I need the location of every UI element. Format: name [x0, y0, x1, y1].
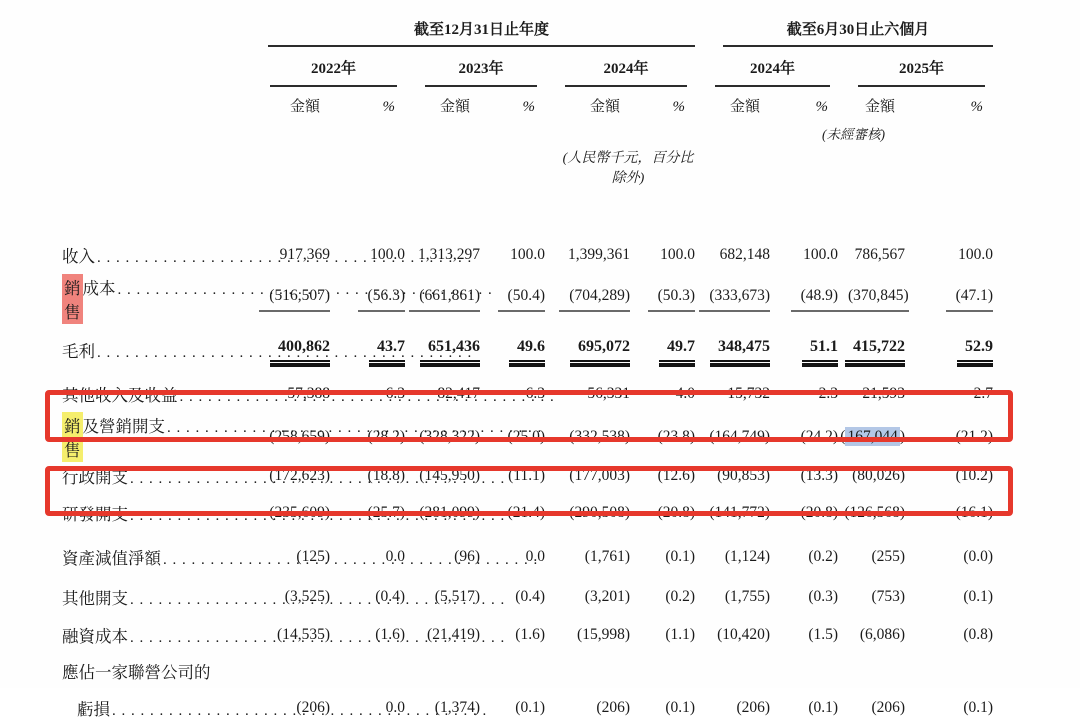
row-label: [62, 654, 250, 688]
cell-value: 6.3: [385, 385, 405, 402]
interim-period-title: 截至6月30日止六個月: [723, 18, 993, 47]
amount-cell: [545, 536, 630, 578]
row-label-text: 資產減值淨額: [62, 549, 161, 568]
row-label-text: 融資成本: [62, 627, 128, 646]
cell-value: (21,419): [427, 626, 480, 643]
amount-cell: [545, 688, 630, 728]
cell-value: ( 167,044 ): [840, 428, 906, 445]
cell-value: (96): [454, 548, 480, 565]
row-label-text: 及營銷開支: [82, 417, 165, 436]
cell-value: 1,399,361: [568, 246, 630, 263]
cell-value: (16.1): [955, 504, 994, 521]
cell-value: 917,369: [279, 246, 330, 263]
table-row: [62, 412, 993, 462]
row-label-text: 成本: [82, 279, 116, 298]
percent-cell: [630, 274, 695, 324]
cell-value: (47.1): [946, 287, 993, 312]
percent-cell: [770, 654, 838, 688]
year-header-2023: 2023年: [405, 47, 545, 87]
row-label-text: 收入: [62, 247, 95, 266]
cell-value: (50.4): [498, 287, 545, 312]
percent-cell: [630, 376, 695, 412]
amount-cell: [838, 536, 905, 578]
cell-value: 52.9: [957, 338, 993, 362]
cell-value: (12.6): [657, 467, 696, 484]
cell-value: 57,388: [287, 385, 330, 402]
percent-cell: [905, 274, 993, 324]
cell-value: (1.1): [665, 626, 696, 643]
cell-value: 415,722: [845, 338, 905, 362]
cell-value: (25.0): [507, 428, 545, 445]
cell-value: 682,148: [719, 246, 771, 263]
row-label: [62, 324, 250, 376]
percent-cell: [480, 236, 545, 274]
cell-value: (11.1): [508, 467, 545, 484]
amount-cell: [250, 654, 330, 688]
percent-cell: [770, 536, 838, 578]
year-header-row: [62, 47, 993, 87]
percent-cell: [905, 412, 993, 462]
cell-value: (0.2): [665, 588, 696, 605]
row-label-text: 行政開支: [62, 468, 128, 487]
percent-cell: [630, 462, 695, 490]
amount-cell: [545, 274, 630, 324]
year-header-2022: 2022年: [250, 47, 405, 87]
cell-value: 695,072: [570, 338, 630, 362]
cell-value: 21,593: [862, 385, 906, 402]
row-label-text: 毛利: [62, 342, 95, 361]
cell-value: (328,322): [419, 428, 480, 445]
cell-value: (0.1): [963, 588, 994, 605]
cell-value: (333,673): [699, 287, 770, 312]
amount-cell: [545, 490, 630, 536]
cell-value: (18.8): [367, 467, 405, 484]
percent-cell: [330, 654, 405, 688]
cell-value: (206): [296, 699, 330, 716]
dot-leader: [163, 549, 538, 569]
percent-cell: [630, 654, 695, 688]
label-highlight-yellow: 銷售: [62, 412, 83, 462]
cell-value: (172,623): [269, 467, 330, 484]
cell-value: (332,538): [569, 428, 630, 445]
amount-cell: [838, 274, 909, 324]
annual-period-header: [250, 16, 695, 47]
cell-value: 100.0: [803, 246, 839, 263]
amount-cell: [695, 324, 770, 376]
cell-value: (753): [871, 588, 906, 605]
cell-value: 1,313,297: [418, 246, 480, 263]
cell-value: (0.1): [515, 699, 545, 716]
table-row: [62, 462, 993, 490]
amount-header: 金額: [439, 99, 470, 115]
amount-cell: [838, 688, 905, 728]
cell-value: (0.3): [808, 588, 839, 605]
unit-note: (人民幣千元，百分比除外): [562, 151, 694, 186]
amount-cell: [838, 578, 905, 616]
row-label: [62, 536, 250, 578]
amount-cell: [695, 578, 770, 616]
row-label: [62, 412, 250, 462]
cell-value: 15,732: [727, 385, 771, 402]
interim-period-header: [695, 16, 993, 47]
year-header-2024: 2024年: [545, 47, 695, 87]
table-row: [62, 616, 993, 654]
year-header-2025-interim: 2025年: [838, 47, 993, 87]
amount-cell: [545, 578, 630, 616]
amount-cell: [695, 462, 770, 490]
cell-value: (0.0): [963, 548, 994, 565]
table-body: [62, 236, 993, 728]
table-row: [62, 654, 993, 688]
table-row: [62, 688, 993, 728]
table-row: [62, 236, 993, 274]
cell-value: 49.7: [659, 338, 695, 362]
percent-cell: [905, 536, 993, 578]
cell-value: (21.4): [507, 504, 545, 521]
amount-header: 金額: [589, 99, 620, 115]
table-row: [62, 376, 993, 412]
cell-value: (90,853): [717, 467, 771, 484]
amount-cell: [838, 236, 905, 274]
cell-value: 6.3: [525, 385, 545, 402]
cell-value: 348,475: [710, 338, 770, 362]
table-row: [62, 274, 993, 324]
cell-value: 100.0: [510, 246, 545, 263]
percent-cell: [905, 462, 993, 490]
cell-value: 786,567: [854, 246, 906, 263]
cell-value: (10,420): [717, 626, 771, 643]
row-label: [62, 236, 250, 274]
percent-cell: [770, 616, 838, 654]
amount-cell: [838, 376, 905, 412]
percent-cell: [770, 324, 838, 376]
amount-cell: [405, 654, 480, 688]
percent-cell: [905, 324, 993, 376]
percent-cell: [480, 324, 545, 376]
period-group-row: [62, 16, 993, 47]
cell-value: (10.2): [955, 467, 994, 484]
percent-cell: [770, 236, 838, 274]
cell-value: 100.0: [370, 246, 405, 263]
cell-value: (206): [736, 699, 771, 716]
cell-value: (0.2): [808, 548, 839, 565]
cell-value: (145,950): [419, 467, 480, 484]
percent-cell: [630, 688, 695, 728]
cell-value: (206): [596, 699, 630, 716]
unaudited-note: (未經審核): [822, 127, 886, 142]
cell-value: (1,761): [584, 548, 630, 565]
cell-value: (1.6): [375, 626, 405, 643]
cell-value: (704,289): [559, 287, 630, 312]
percent-cell: [770, 490, 838, 536]
cell-value: (1.6): [515, 626, 545, 643]
row-label: [62, 274, 250, 324]
cell-value: 100.0: [958, 246, 994, 263]
percent-cell: [905, 688, 993, 728]
unaudited-note-row: [62, 121, 993, 147]
cell-value: (21.2): [955, 428, 994, 445]
cell-value: (290,508): [569, 504, 630, 521]
cell-value: (235,609): [269, 504, 330, 521]
amount-cell: [545, 236, 630, 274]
amount-cell: [695, 490, 770, 536]
cell-value: (0.1): [665, 699, 696, 716]
row-label: [62, 462, 250, 490]
annual-period-title: 截至12月31日止年度: [268, 18, 695, 47]
percent-cell: [770, 688, 838, 728]
amount-cell: [838, 324, 905, 376]
percent-cell: [480, 654, 545, 688]
cell-value: 2.3: [818, 385, 839, 402]
percent-header: %: [672, 99, 686, 115]
percent-header: %: [522, 99, 535, 115]
cell-value: 2.7: [973, 385, 994, 402]
year-header-2024-interim: 2024年: [695, 47, 838, 87]
percent-cell: [905, 616, 993, 654]
table-header: [62, 16, 993, 236]
percent-cell: [770, 462, 838, 490]
cell-value: (164,749): [709, 428, 771, 445]
cell-value: (0.1): [665, 548, 696, 565]
cell-value: 0.0: [385, 699, 405, 716]
percent-cell: [630, 536, 695, 578]
amount-cell: [695, 654, 770, 688]
percent-cell: [630, 324, 695, 376]
cell-value: (1,124): [724, 548, 771, 565]
amount-cell: [695, 376, 770, 412]
table-row: [62, 324, 993, 376]
cell-value: 0.0: [385, 548, 405, 565]
cell-value: (48.9): [791, 287, 838, 312]
amount-cell: [838, 490, 905, 536]
cell-value: (3,525): [284, 588, 330, 605]
amount-cell: [838, 616, 905, 654]
cell-value: (0.1): [963, 699, 994, 716]
cell-value: (0.4): [515, 588, 545, 605]
percent-cell: [905, 236, 993, 274]
cell-value: 400,862: [270, 338, 330, 362]
percent-cell: [905, 376, 993, 412]
table-row: [62, 490, 993, 536]
cell-value: (20.8): [657, 504, 696, 521]
row-label-text: 其他開支: [62, 589, 128, 608]
row-label: [62, 376, 250, 412]
cell-value: (23.8): [657, 428, 696, 445]
amount-cell: [695, 688, 770, 728]
row-label: [62, 490, 250, 536]
unit-note-row: [62, 147, 993, 195]
amount-cell: [695, 412, 770, 462]
cell-value: 49.6: [509, 338, 545, 362]
amount-cell: [545, 462, 630, 490]
cell-value: (0.8): [963, 626, 994, 643]
amount-cell: [695, 616, 770, 654]
cell-value: (516,507): [259, 287, 330, 312]
percent-cell: [630, 490, 695, 536]
dot-leader: [167, 417, 542, 437]
amount-header: 金額: [865, 99, 896, 115]
cell-value: (125): [296, 548, 330, 565]
cell-value: (0.4): [375, 588, 405, 605]
cell-value: 56,331: [587, 385, 630, 402]
percent-cell: [905, 490, 993, 536]
cell-value: (255): [871, 548, 906, 565]
cell-value: (25.7): [367, 504, 405, 521]
cell-value: (80,026): [852, 467, 906, 484]
percent-cell: [770, 274, 838, 324]
cell-value: 4.0: [675, 385, 696, 402]
percent-header: %: [382, 99, 395, 115]
amount-cell: [545, 412, 630, 462]
amount-cell: [545, 616, 630, 654]
cell-value: (661,861): [409, 287, 480, 312]
cell-value: (258,659): [269, 428, 330, 445]
cell-value: (370,845): [838, 287, 909, 312]
row-label: [62, 688, 250, 728]
percent-header: %: [815, 99, 829, 115]
financial-table: [62, 16, 993, 728]
percent-cell: [905, 654, 993, 688]
table-row: [62, 578, 993, 616]
cell-value: (13.3): [800, 467, 839, 484]
cell-value: 651,436: [420, 338, 480, 362]
percent-cell: [480, 688, 545, 728]
row-label-text: 研發開支: [62, 505, 128, 524]
cell-value: 82,417: [437, 385, 480, 402]
cell-value: (50.3): [648, 287, 695, 312]
amount-cell: [545, 324, 630, 376]
amount-cell: [695, 536, 770, 578]
percent-cell: [630, 578, 695, 616]
percent-cell: [630, 236, 695, 274]
cell-value: (20.8): [800, 504, 839, 521]
cell-value: (177,003): [569, 467, 630, 484]
cell-value: (15,998): [577, 626, 630, 643]
amount-cell: [838, 462, 905, 490]
cell-value: (1.5): [808, 626, 839, 643]
percent-cell: [630, 412, 695, 462]
amount-cell: [695, 236, 770, 274]
cell-value: (1,755): [724, 588, 771, 605]
cell-value: 100.0: [660, 246, 696, 263]
table-row: [62, 536, 993, 578]
row-label-text: 虧損: [77, 700, 110, 719]
cell-value: (3,201): [584, 588, 630, 605]
label-highlight-red: 銷售: [62, 274, 83, 324]
cell-value: (56.3): [358, 287, 405, 312]
header-spacer: [62, 195, 993, 236]
label-column-header: [62, 16, 250, 47]
cell-value: (0.1): [808, 699, 839, 716]
cell-value: 43.7: [369, 338, 405, 362]
measure-header-row: [62, 87, 993, 121]
cell-value: (14,535): [277, 626, 330, 643]
amount-cell: [695, 274, 770, 324]
cell-value: (206): [871, 699, 906, 716]
percent-cell: [770, 578, 838, 616]
cell-value: (141,772): [709, 504, 771, 521]
amount-header: 金額: [289, 99, 320, 115]
percent-header: %: [970, 99, 984, 115]
value-highlight-blue: 167,044: [847, 428, 898, 445]
row-label: [62, 578, 250, 616]
cell-value: (126,568): [844, 504, 906, 521]
cell-value: (5,517): [434, 588, 480, 605]
cell-value: (24.2): [800, 428, 839, 445]
cell-value: 51.1: [802, 338, 838, 362]
cell-value: 0.0: [525, 548, 545, 565]
amount-cell: [838, 654, 905, 688]
row-label-text: 其他收入及收益: [62, 386, 178, 405]
amount-cell: [838, 412, 905, 462]
percent-cell: [770, 412, 838, 462]
row-label: [62, 616, 250, 654]
cell-value: (6,086): [859, 626, 906, 643]
cell-value: (281,099): [419, 504, 480, 521]
row-label-text: 應佔一家聯營公司的: [62, 663, 211, 682]
amount-cell: [545, 654, 630, 688]
percent-cell: [630, 616, 695, 654]
percent-cell: [770, 376, 838, 412]
dot-leader: [180, 386, 555, 406]
amount-header: 金額: [730, 99, 761, 115]
cell-value: (1,374): [434, 699, 480, 716]
cell-value: (28.2): [367, 428, 405, 445]
percent-cell: [905, 578, 993, 616]
amount-cell: [545, 376, 630, 412]
